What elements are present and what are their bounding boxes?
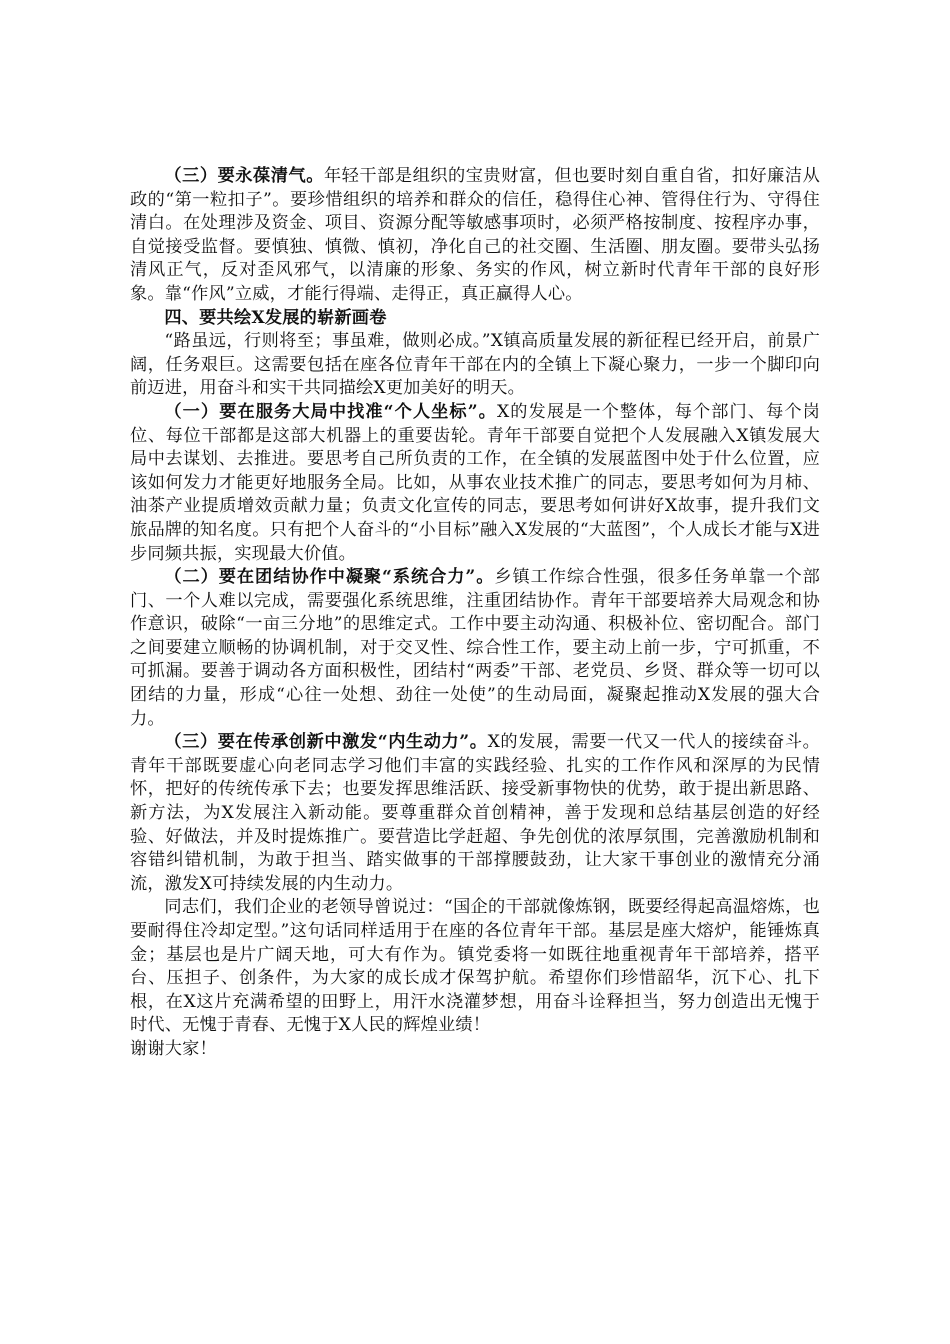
paragraph-text: “路虽远，行则将至；事虽难，做则必成。”X镇高质量发展的新征程已经开启，前景广阔，任务艰巨。这需要包括在座各位青年干部在内的全镇上下凝心聚力，一步一个脚印向前迈进，用奋斗和实干共同描绘X更加美好的明天。 [130,331,820,399]
paragraph-personal-coordinate [130,401,820,566]
section-heading-four: 四、要共绘X发展的崭新画卷 [164,307,387,328]
paragraph-inner-drive [130,731,820,896]
document-page [130,165,820,1062]
paragraph-lead: （三）要在传承创新中激发“内生动力”。 [164,732,488,753]
paragraph-text: 年轻干部是组织的宝贵财富，但也要时刻自重自省，扣好廉洁从政的“第一粒扣子”。要珍惜组织的培养和群众的信任，稳得住心神、管得住行为、守得住清白。在处理涉及资金、项目、资源分配等敏感事项时，必须严格按制度、按程序办事，自觉接受监督。要慎独、慎微、慎初，净化自己的社交圈、生活圈、朋友圈。要带头弘扬清风正气，反对歪风邪气，以清廉的形象、务实的作风，树立新时代青年干部的良好形象。靠“作风”立威，才能行得端、走得正，真正赢得人心。 [130,166,820,304]
paragraph-text: X的发展是一个整体，每个部门、每个岗位、每位干部都是这部大机器上的重要齿轮。青年干部要自觉把个人发展融入X镇发展大局中去谋划、去推进。要思考自己所负责的工作，在全镇的发展蓝图中处于什么位置，应该如何发力才能更好地服务全局。比如，从事农业技术推广的同志，要思考如何为月柿、油茶产业提质增效贡献力量；负责文化宣传的同志，要思考如何讲好X故事，提升我们文旅品牌的知名度。只有把个人奋斗的“小目标”融入X发展的“大蓝图”，个人成长才能与X进步同频共振，实现最大价值。 [130,401,821,564]
paragraph-intro-quote [130,330,820,401]
paragraph-integrity [130,165,820,307]
closing-thanks [130,1038,820,1062]
paragraph-text: 同志们，我们企业的老领导曾说过：“国企的干部就像炼钢，既要经得起高温熔炼，也要耐得住冷却定型。”这句话同样适用于在座的各位青年干部。基层是座大熔炉，能锤炼真金；基层也是片广阔天地，可大有作为。镇党委将一如既往地重视青年干部培养，搭平台、压担子、创条件，为大家的成长成才保驾护航。希望你们珍惜韶华，沉下心、扎下根，在X这片充满希望的田野上，用汗水浇灌梦想，用奋斗诠释担当，努力创造出无愧于时代、无愧于青春、无愧于X人民的辉煌业绩！ [130,897,820,1036]
paragraph-lead: （三）要永葆清气。 [164,166,324,186]
paragraph-text: X的发展，需要一代又一代人的接续奋斗。青年干部既要虚心向老同志学习他们丰富的实践经验、扎实的工作作风和深厚的为民情怀，把好的传统传承下去；也要发挥思维活跃、接受新事物快的优势，敢于提出新思路、新方法，为X发展注入新动能。要尊重群众首创精神，善于发现和总结基层创造的好经验、好做法，并及时提炼推广。要营造比学赶超、争先创优的浓厚氛围，完善激励机制和容错纠错机制，为敢于担当、踏实做事的干部撑腰鼓劲，让大家干事创业的激情充分涌流，激发X可持续发展的内生动力。 [130,732,820,894]
paragraph-text: 谢谢大家！ [130,1038,217,1059]
paragraph-lead: （二）要在团结协作中凝聚“系统合力”。 [164,567,495,588]
paragraph-comrades [130,896,820,1038]
paragraph-lead: （一）要在服务大局中找准“个人坐标”。 [164,401,497,422]
paragraph-text: 乡镇工作综合性强，很多任务单靠一个部门、一个人难以完成，需要强化系统思维，注重团结协作。青年干部要培养大局观念和协作意识，破除“一亩三分地”的思维定式。工作中要主动沟通、积极补位、密切配合。部门之间要建立顺畅的协调机制，对于交叉性、综合性工作，要主动上前一步，宁可抓重，不可抓漏。要善于调动各方面积极性，团结村“两委”干部、老党员、乡贤、群众等一切可以团结的力量，形成“心往一处想、劲往一处使”的生动局面，凝聚起推动X发展的强大合力。 [130,567,820,729]
paragraph-system-synergy [130,566,820,731]
